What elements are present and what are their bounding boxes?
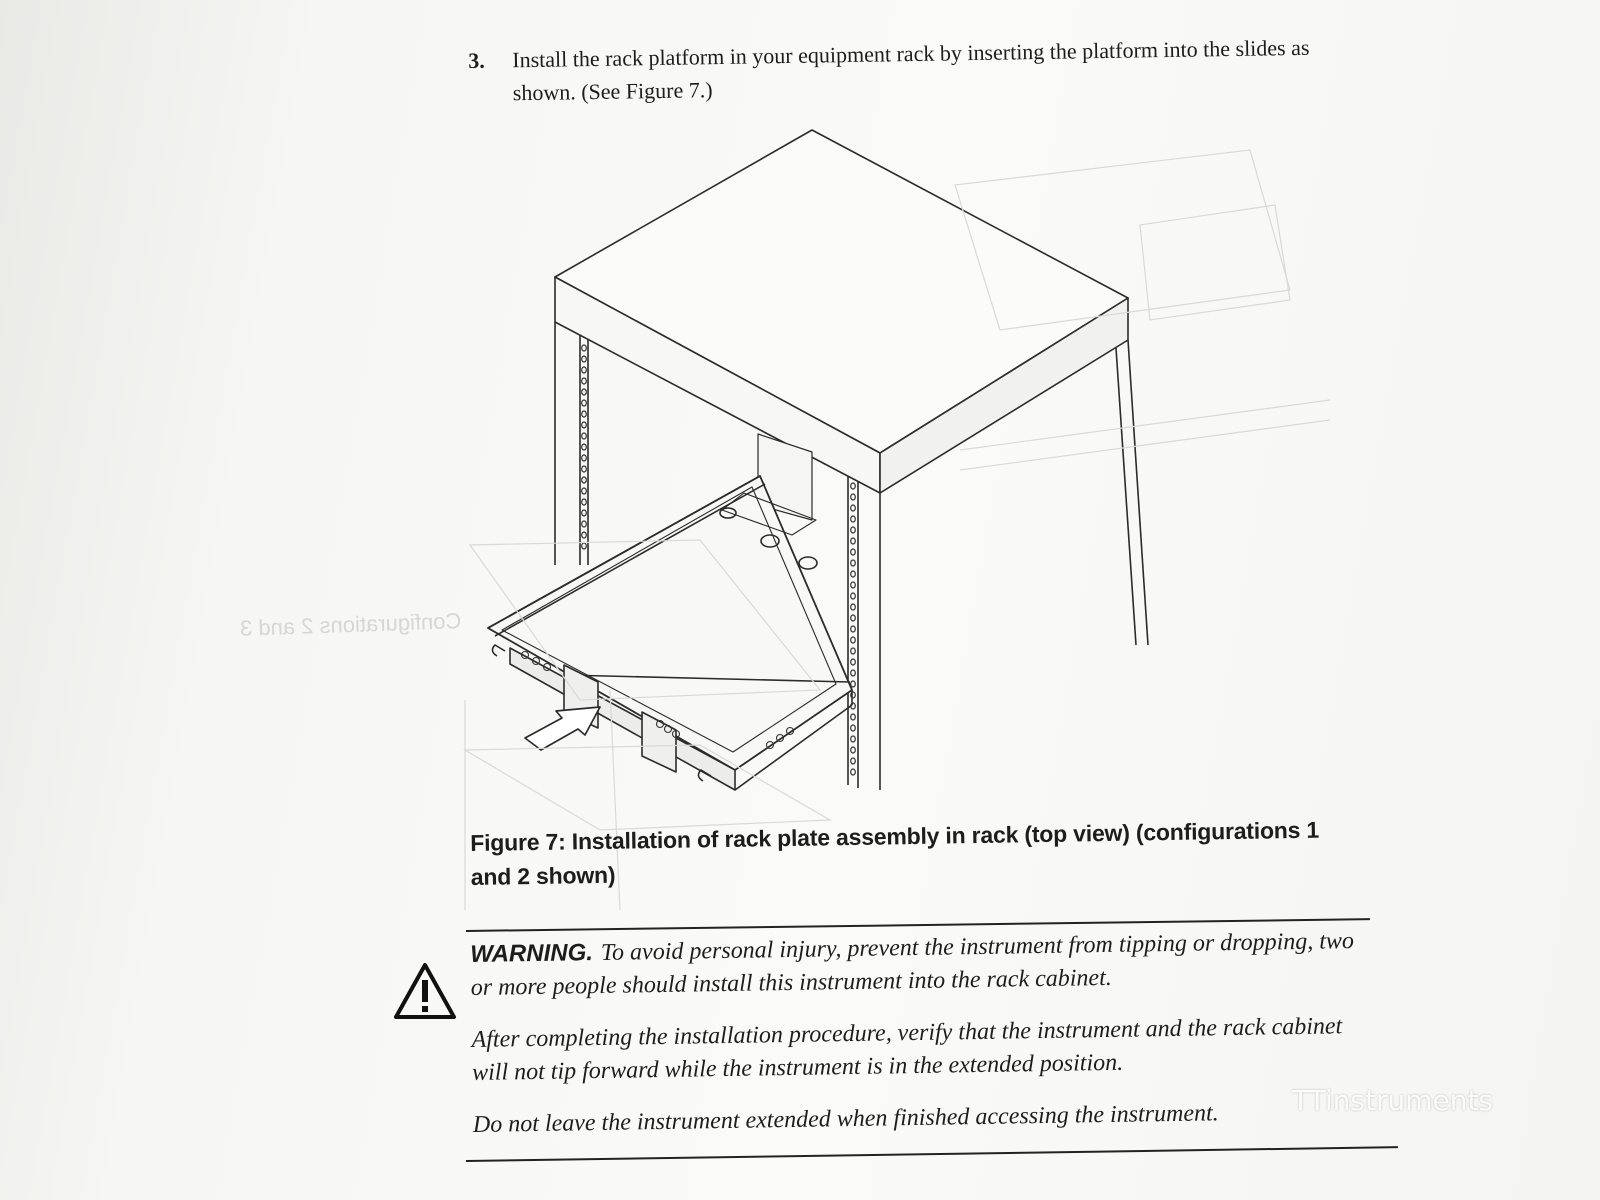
rack-mounting-hole bbox=[851, 725, 856, 731]
rack-mounting-hole bbox=[851, 604, 856, 610]
rack-mounting-hole bbox=[851, 626, 856, 632]
rack-mounting-hole bbox=[582, 466, 587, 472]
rack-mounting-hole bbox=[582, 510, 587, 516]
rack-mounting-hole bbox=[851, 758, 856, 764]
rack-mounting-hole bbox=[582, 378, 587, 384]
rack-mounting-hole bbox=[851, 582, 856, 588]
step-number: 3. bbox=[468, 47, 485, 73]
warning-triangle-icon bbox=[393, 962, 457, 1020]
rack-mounting-hole bbox=[582, 422, 587, 428]
rack-mounting-hole bbox=[851, 538, 856, 544]
figure-caption: Figure 7: Installation of rack plate assembly in rack (top view) (configurations 1 and 2 shown) bbox=[470, 816, 1320, 890]
bleed-through-text: Configurations 2 and 3 bbox=[239, 608, 462, 641]
rack-mounting-hole bbox=[851, 593, 856, 599]
rack-mounting-hole bbox=[851, 637, 856, 643]
rack-mounting-hole bbox=[851, 560, 856, 566]
rack-top bbox=[555, 130, 1128, 453]
rack-mounting-hole bbox=[851, 516, 856, 522]
rack-mounting-hole bbox=[851, 483, 856, 489]
rack-mounting-hole bbox=[582, 433, 587, 439]
rack-mounting-hole bbox=[582, 411, 587, 417]
rack-mounting-hole bbox=[851, 769, 856, 775]
rack-mounting-hole bbox=[582, 543, 587, 549]
rack-mounting-hole bbox=[582, 488, 587, 494]
rack-mounting-hole bbox=[582, 356, 587, 362]
rack-mounting-hole bbox=[582, 477, 587, 483]
rack-mounting-hole bbox=[582, 345, 587, 351]
rack-mounting-hole bbox=[851, 670, 856, 676]
insert-arrow bbox=[525, 707, 600, 750]
rack-mounting-hole bbox=[582, 400, 587, 406]
rack-mounting-hole bbox=[851, 615, 856, 621]
watermark: TTinstruments bbox=[1292, 1084, 1494, 1117]
rack-mounting-hole bbox=[582, 532, 587, 538]
rack-mounting-hole bbox=[851, 714, 856, 720]
rack-mounting-hole bbox=[582, 444, 587, 450]
warning-paragraph-1 bbox=[470, 924, 1371, 1005]
rack-mounting-hole bbox=[851, 527, 856, 533]
warning-paragraph-2: After completing the installation procedure, verify that the instrument and the rack cabinet will not tip forward while the instrument is in the extended position. bbox=[471, 1013, 1343, 1086]
rack-mounting-hole bbox=[582, 367, 587, 373]
rack-mounting-hole bbox=[851, 549, 856, 555]
rack-mounting-hole bbox=[851, 659, 856, 665]
rack-mounting-hole bbox=[851, 494, 856, 500]
rack-mounting-hole bbox=[582, 521, 587, 527]
rack-mounting-hole bbox=[851, 736, 856, 742]
warning-label: WARNING. bbox=[470, 939, 594, 968]
rack-mounting-hole bbox=[851, 505, 856, 511]
rack-mounting-hole bbox=[851, 571, 856, 577]
rack-mounting-hole bbox=[582, 499, 587, 505]
rack-mounting-hole bbox=[851, 648, 856, 654]
warning-text: To avoid personal injury, prevent the instrument from tipping or dropping, two or more people should install this instrument into the rack cabinet. bbox=[470, 928, 1355, 1001]
warning-block bbox=[470, 924, 1373, 1161]
rack-mounting-hole bbox=[851, 747, 856, 753]
warning-paragraph-3: Do not leave the instrument extended when finished accessing the instrument. bbox=[472, 1100, 1219, 1138]
rack-mounting-hole bbox=[851, 681, 856, 687]
step-text: Install the rack platform in your equipment rack by inserting the platform into the slides as shown. (See Figure 7.) bbox=[512, 34, 1310, 106]
rack-mounting-hole bbox=[582, 389, 587, 395]
rack-mounting-hole bbox=[582, 455, 587, 461]
